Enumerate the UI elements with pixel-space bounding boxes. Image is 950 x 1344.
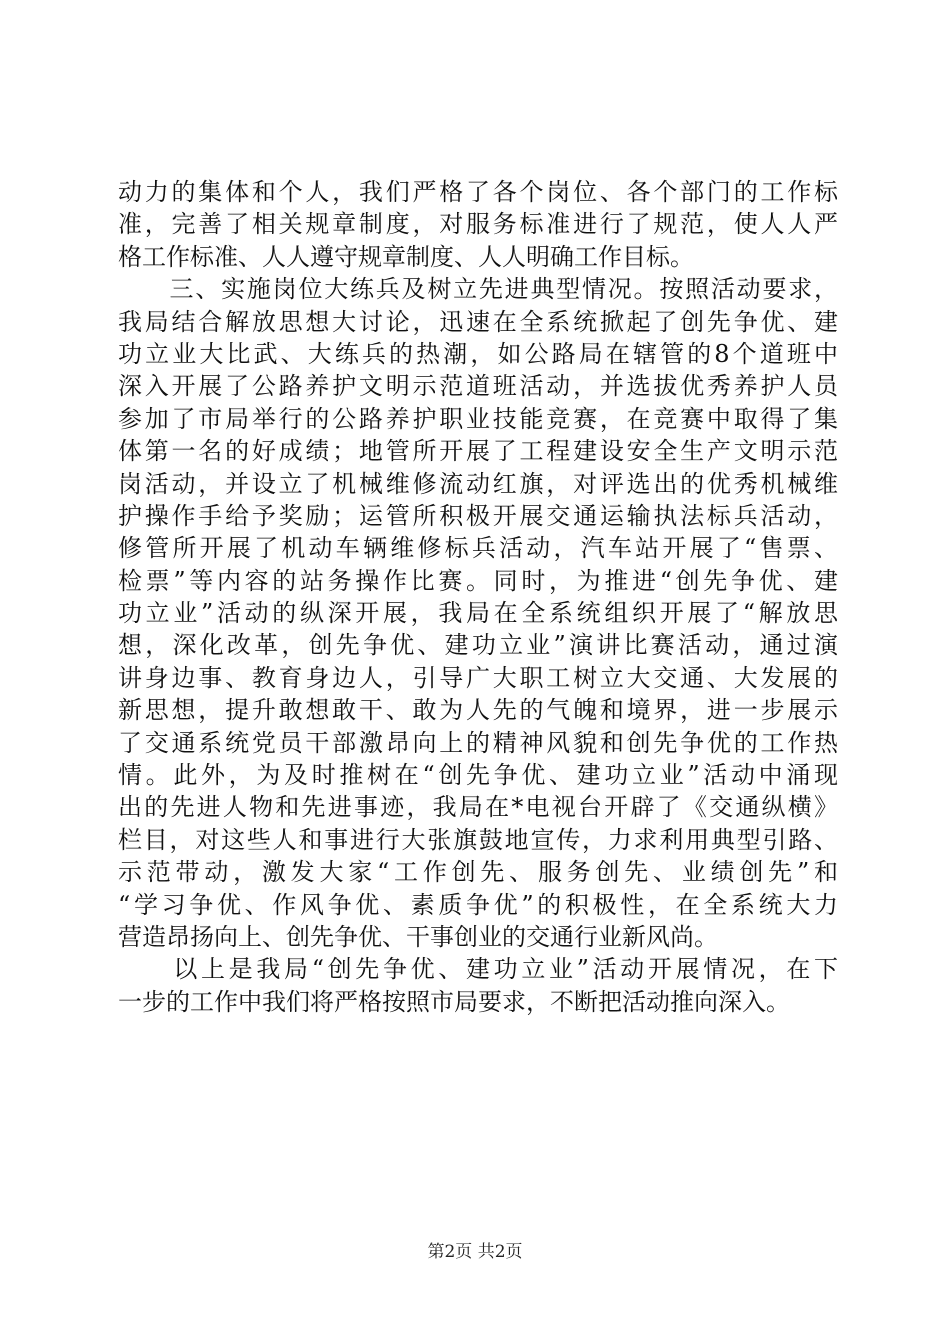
text-line: 栏目，对这些人和事进行大张旗鼓地宣传，力求利用典型引路、	[118, 825, 838, 854]
page-footer	[0, 1241, 950, 1263]
text-line: 示范带动，激发大家“工作创先、服务创先、业绩创先”和	[118, 858, 838, 887]
text-line: 格工作标准、人人遵守规章制度、人人明确工作目标。	[118, 242, 694, 271]
text-line: 护操作手给予奖励；运管所积极开展交通运输执法标兵活动，	[118, 501, 838, 530]
text-line: 功立业大比武、大练兵的热潮，如公路局在辖管的8个道班中	[118, 339, 838, 368]
text-line: 岗活动，并设立了机械维修流动红旗，对评选出的优秀机械维	[118, 469, 838, 498]
text-line: 功立业”活动的纵深开展，我局在全系统组织开展了“解放思	[118, 599, 838, 628]
text-line: 出的先进人物和先进事迹，我局在*电视台开辟了《交通纵横》	[118, 793, 838, 822]
text-line: 修管所开展了机动车辆维修标兵活动，汽车站开展了“售票、	[118, 534, 838, 563]
text-line: 动力的集体和个人，我们严格了各个岗位、各个部门的工作标	[118, 178, 838, 206]
text-line: 参加了市局举行的公路养护职业技能竞赛，在竞赛中取得了集	[118, 404, 838, 433]
text-line: 营造昂扬向上、创先争优、干事创业的交通行业新风尚。	[118, 922, 718, 951]
text-line: 准，完善了相关规章制度，对服务标准进行了规范，使人人严	[118, 210, 838, 239]
text-line: 检票”等内容的站务操作比赛。同时，为推进“创先争优、建	[118, 566, 838, 595]
text-line: 一步的工作中我们将严格按照市局要求，不断把活动推向深入。	[118, 987, 790, 1016]
text-line: 情。此外，为及时推树在“创先争优、建功立业”活动中涌现	[118, 761, 838, 790]
text-line: 了交通系统党员干部激昂向上的精神风貌和创先争优的工作热	[118, 728, 838, 757]
text-line: 三、实施岗位大练兵及树立先进典型情况。按照活动要求，	[118, 275, 838, 304]
text-line: 体第一名的好成绩；地管所开展了工程建设安全生产文明示范	[118, 437, 838, 466]
text-line: 以上是我局“创先争优、建功立业”活动开展情况，在下	[118, 955, 838, 984]
page-number-label: 第2页 共2页	[427, 1242, 523, 1262]
document-body	[118, 176, 838, 1018]
text-line: 深入开展了公路养护文明示范道班活动，并选拔优秀养护人员	[118, 372, 838, 401]
text-line: 新思想，提升敢想敢干、敢为人先的气魄和境界，进一步展示	[118, 696, 838, 725]
text-line: “学习争优、作风争优、素质争优”的积极性，在全系统大力	[118, 890, 838, 919]
text-line: 我局结合解放思想大讨论，迅速在全系统掀起了创先争优、建	[118, 307, 838, 336]
text-line: 讲身边事、教育身边人，引导广大职工树立大交通、大发展的	[118, 663, 838, 692]
text-line: 想，深化改革，创先争优、建功立业”演讲比赛活动，通过演	[118, 631, 838, 660]
